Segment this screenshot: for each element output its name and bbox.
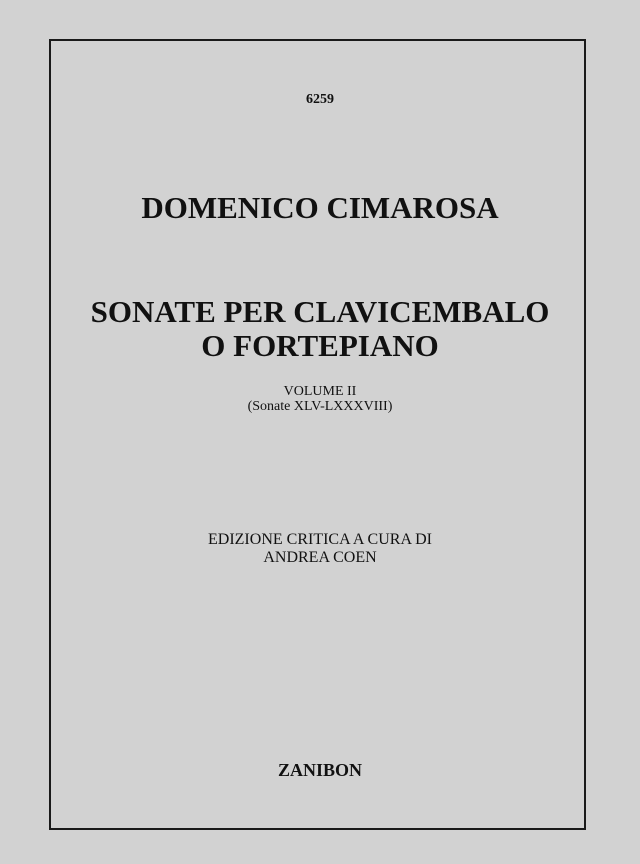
composer-name: DOMENICO CIMAROSA [141,190,499,225]
edition-line-1: EDIZIONE CRITICA A CURA DI [208,531,432,548]
title-line-2: O FORTEPIANO [201,328,439,363]
catalog-number: 6259 [306,92,334,107]
title-line-1: SONATE PER CLAVICEMBALO [90,294,550,329]
volume-label: VOLUME II [283,384,357,399]
cover-frame-border [49,39,586,830]
editor-name: ANDREA COEN [263,549,377,566]
sonatas-range: (Sonate XLV-LXXXVIII) [247,399,393,414]
publisher-name: ZANIBON [277,760,362,780]
